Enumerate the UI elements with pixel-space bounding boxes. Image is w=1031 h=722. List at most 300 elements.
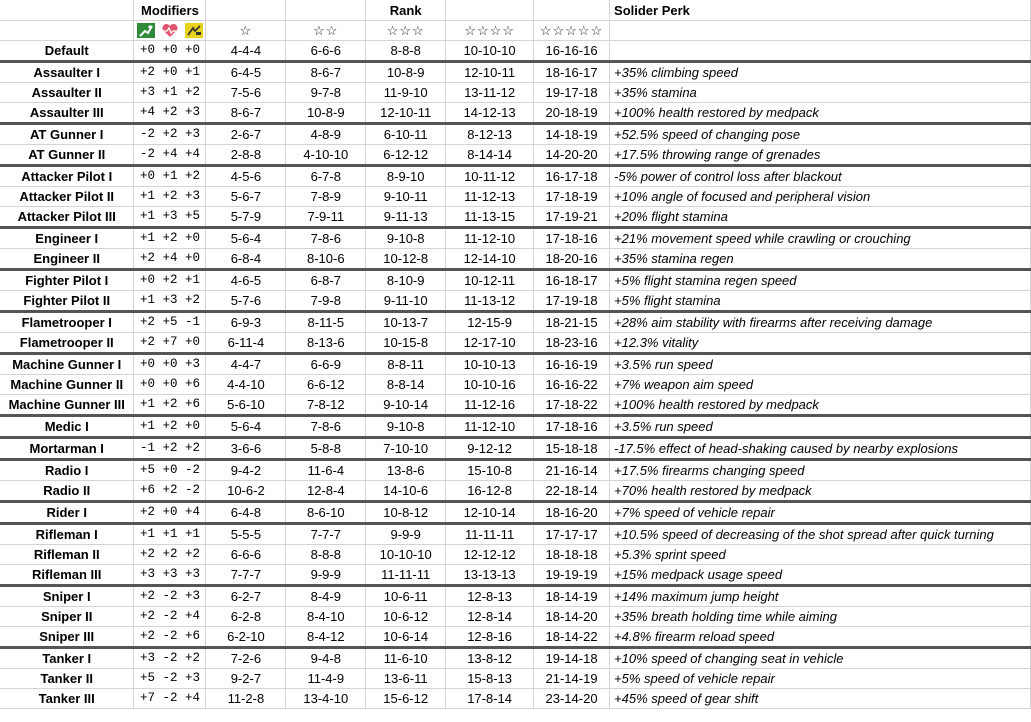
rank-5-values: 16-18-17 (534, 270, 610, 291)
rank-1-values: 6-11-4 (206, 333, 286, 354)
table-row (0, 103, 1031, 124)
modifier-values: +0 +0 +3 (134, 354, 206, 375)
rank-4-values: 8-14-14 (446, 145, 534, 166)
rank-5-values: 17-18-16 (534, 228, 610, 249)
class-name: Sniper III (0, 627, 134, 648)
soldier-perk: +17.5% throwing range of grenades (610, 145, 1031, 166)
rank-5-values: 18-23-16 (534, 333, 610, 354)
rank-3-values: 9-9-9 (366, 524, 446, 545)
rank-2-values: 7-8-9 (286, 187, 366, 207)
soldier-perk: +45% speed of gear shift (610, 689, 1031, 709)
rank-3-values: 10-13-7 (366, 312, 446, 333)
rank-2-values: 6-6-6 (286, 41, 366, 62)
rank-4-values: 12-15-9 (446, 312, 534, 333)
rank-3-values: 10-10-10 (366, 545, 446, 565)
modifier-values: +5 -2 +3 (134, 669, 206, 689)
rank-2-values: 8-11-5 (286, 312, 366, 333)
soldier-perk: +5% flight stamina regen speed (610, 270, 1031, 291)
rank-2-values: 8-8-8 (286, 545, 366, 565)
class-name: Attacker Pilot II (0, 187, 134, 207)
table-row (0, 270, 1031, 291)
rank-5-values: 17-19-18 (534, 291, 610, 312)
rank-1-values: 6-8-4 (206, 249, 286, 270)
rank-4-values: 12-8-16 (446, 627, 534, 648)
rank-5-values: 18-14-22 (534, 627, 610, 648)
rank-3-values: 9-11-10 (366, 291, 446, 312)
rank-2-values: 7-8-6 (286, 228, 366, 249)
header-row-stars (0, 21, 1031, 41)
class-name: Assaulter III (0, 103, 134, 124)
modifier-values: +2 -2 +6 (134, 627, 206, 648)
soldier-perk: +21% movement speed while crawling or crouching (610, 228, 1031, 249)
rank-2-values: 7-9-8 (286, 291, 366, 312)
rank-4-values: 10-10-10 (446, 41, 534, 62)
rank-3-values: 10-15-8 (366, 333, 446, 354)
rank-4-values: 12-14-10 (446, 249, 534, 270)
soldier-perk (610, 41, 1031, 62)
rank-1-star: ☆ (206, 21, 286, 41)
class-name: Machine Gunner I (0, 354, 134, 375)
rank-2-values: 8-13-6 (286, 333, 366, 354)
rank-2-values: 10-8-9 (286, 103, 366, 124)
rank-3-values: 11-11-11 (366, 565, 446, 586)
class-name: Radio I (0, 460, 134, 481)
soldier-perk: +10% angle of focused and peripheral vision (610, 187, 1031, 207)
rank-1-values: 7-5-6 (206, 83, 286, 103)
soldier-perk: +15% medpack usage speed (610, 565, 1031, 586)
rank-2-values: 7-7-7 (286, 524, 366, 545)
rank-5-values: 21-16-14 (534, 460, 610, 481)
rank-4-values: 13-11-12 (446, 83, 534, 103)
rank-2-values: 8-4-9 (286, 586, 366, 607)
rank-5-values: 22-18-14 (534, 481, 610, 502)
rank-2-values: 8-4-10 (286, 607, 366, 627)
class-name: Attacker Pilot III (0, 207, 134, 228)
rank-5-values: 17-17-17 (534, 524, 610, 545)
rank-1-values: 5-6-7 (206, 187, 286, 207)
rank-1-values: 9-2-7 (206, 669, 286, 689)
soldier-perk: +4.8% firearm reload speed (610, 627, 1031, 648)
modifiers-header: Modifiers (134, 0, 206, 21)
class-name: Flametrooper II (0, 333, 134, 354)
rank-2-star: ☆☆ (286, 21, 366, 41)
rank-4-star: ☆☆☆☆ (446, 21, 534, 41)
rank-1-values: 8-6-7 (206, 103, 286, 124)
soldier-perk: +35% breath holding time while aiming (610, 607, 1031, 627)
class-name: Flametrooper I (0, 312, 134, 333)
table-row (0, 648, 1031, 669)
rank-5-values: 17-18-22 (534, 395, 610, 416)
class-name: Tanker I (0, 648, 134, 669)
rank-5-values: 23-14-20 (534, 689, 610, 709)
rank-1-values: 4-5-6 (206, 166, 286, 187)
class-name: Assaulter I (0, 62, 134, 83)
class-name: Default (0, 41, 134, 62)
table-row (0, 395, 1031, 416)
rank-5-values: 16-16-16 (534, 41, 610, 62)
rank-3-values: 8-8-8 (366, 41, 446, 62)
rank-4-values: 12-10-14 (446, 502, 534, 524)
soldier-perk: +5% speed of vehicle repair (610, 669, 1031, 689)
rank-3-values: 11-9-10 (366, 83, 446, 103)
rank-1-values: 6-4-5 (206, 62, 286, 83)
rank-1-values: 11-2-8 (206, 689, 286, 709)
rank-1-values: 5-6-4 (206, 228, 286, 249)
rank-3-values: 10-6-12 (366, 607, 446, 627)
class-name: Rider I (0, 502, 134, 524)
rank-2-values: 8-6-7 (286, 62, 366, 83)
rank-2-values: 4-10-10 (286, 145, 366, 166)
rank-5-values: 15-18-18 (534, 438, 610, 460)
soldier-perk: +52.5% speed of changing pose (610, 124, 1031, 145)
table-row (0, 689, 1031, 709)
modifier-values: +7 -2 +4 (134, 689, 206, 709)
class-name: Fighter Pilot II (0, 291, 134, 312)
table-row (0, 228, 1031, 249)
rank-3-values: 10-6-14 (366, 627, 446, 648)
rank-3-values: 10-8-9 (366, 62, 446, 83)
rank-4-values: 14-12-13 (446, 103, 534, 124)
table-row (0, 502, 1031, 524)
modifier-values: +2 +2 +2 (134, 545, 206, 565)
table-row (0, 207, 1031, 228)
class-name: Medic I (0, 416, 134, 438)
table-row (0, 460, 1031, 481)
rank-5-values: 18-16-20 (534, 502, 610, 524)
table-row (0, 62, 1031, 83)
rank-1-values: 6-2-8 (206, 607, 286, 627)
table-row (0, 438, 1031, 460)
soldier-perk: +20% flight stamina (610, 207, 1031, 228)
rank-2-values: 6-6-12 (286, 375, 366, 395)
rank-2-values: 9-9-9 (286, 565, 366, 586)
rank-2-values: 6-8-7 (286, 270, 366, 291)
soldier-perk: +28% aim stability with firearms after receiving damage (610, 312, 1031, 333)
rank-2-values: 7-9-11 (286, 207, 366, 228)
rank-3-values: 8-9-10 (366, 166, 446, 187)
rank-5-values: 14-18-19 (534, 124, 610, 145)
rank-4-values: 12-8-14 (446, 607, 534, 627)
class-name: Sniper II (0, 607, 134, 627)
soldier-perk: +70% health restored by medpack (610, 481, 1031, 502)
rank-3-star: ☆☆☆ (366, 21, 446, 41)
rank-2-values: 13-4-10 (286, 689, 366, 709)
rank-5-values: 19-19-19 (534, 565, 610, 586)
soldier-perk: +17.5% firearms changing speed (610, 460, 1031, 481)
rank-4-values: 10-12-11 (446, 270, 534, 291)
rank-4-values: 11-11-11 (446, 524, 534, 545)
rank-1-values: 6-9-3 (206, 312, 286, 333)
rank-5-values: 18-20-16 (534, 249, 610, 270)
modifier-values: +0 +0 +0 (134, 41, 206, 62)
modifier-values: +6 +2 -2 (134, 481, 206, 502)
rank-3-values: 9-10-8 (366, 228, 446, 249)
rank-4-values: 10-10-16 (446, 375, 534, 395)
class-name: Machine Gunner III (0, 395, 134, 416)
rank-4-values: 15-8-13 (446, 669, 534, 689)
rank-3-values: 6-12-12 (366, 145, 446, 166)
table-row (0, 627, 1031, 648)
rank-3-values: 6-10-11 (366, 124, 446, 145)
modifier-values: +5 +0 -2 (134, 460, 206, 481)
modifier-values: -1 +2 +2 (134, 438, 206, 460)
rank-1-values: 6-2-10 (206, 627, 286, 648)
soldier-perk: +35% stamina (610, 83, 1031, 103)
rank-2-values: 5-8-8 (286, 438, 366, 460)
modifier-values: +0 +2 +1 (134, 270, 206, 291)
rank-5-values: 18-14-20 (534, 607, 610, 627)
climb-icon (137, 23, 155, 38)
rank-header: Rank (366, 0, 446, 21)
class-name: Machine Gunner II (0, 375, 134, 395)
rank-4-values: 11-13-15 (446, 207, 534, 228)
rank-5-values: 16-17-18 (534, 166, 610, 187)
rank-5-values: 20-18-19 (534, 103, 610, 124)
rank-5-values: 16-16-22 (534, 375, 610, 395)
rank-5-values: 16-16-19 (534, 354, 610, 375)
rank-4-values: 11-13-12 (446, 291, 534, 312)
class-name: Assaulter II (0, 83, 134, 103)
rank-5-values: 17-18-16 (534, 416, 610, 438)
rank-2-values: 7-8-12 (286, 395, 366, 416)
modifier-values: +0 +1 +2 (134, 166, 206, 187)
rank-1-values: 6-6-6 (206, 545, 286, 565)
class-name: Rifleman I (0, 524, 134, 545)
soldier-perk: +12.3% vitality (610, 333, 1031, 354)
stamina-icon (185, 23, 203, 38)
class-name: Rifleman II (0, 545, 134, 565)
rank-4-values: 15-10-8 (446, 460, 534, 481)
rank-3-values: 10-6-11 (366, 586, 446, 607)
soldier-perk: +3.5% run speed (610, 416, 1031, 438)
rank-2-values: 12-8-4 (286, 481, 366, 502)
rank-4-values: 11-12-16 (446, 395, 534, 416)
rank-4-values: 11-12-10 (446, 416, 534, 438)
modifier-values: +1 +2 +6 (134, 395, 206, 416)
rank-5-values: 18-21-15 (534, 312, 610, 333)
rank-3-values: 8-8-11 (366, 354, 446, 375)
soldier-perk: +10% speed of changing seat in vehicle (610, 648, 1031, 669)
soldier-perk: +7% speed of vehicle repair (610, 502, 1031, 524)
rank-1-values: 7-2-6 (206, 648, 286, 669)
rank-2-values: 8-4-12 (286, 627, 366, 648)
class-name: Fighter Pilot I (0, 270, 134, 291)
rank-1-values: 4-6-5 (206, 270, 286, 291)
modifier-values: +1 +2 +0 (134, 228, 206, 249)
rank-1-values: 5-6-10 (206, 395, 286, 416)
class-name: Sniper I (0, 586, 134, 607)
rank-1-values: 9-4-2 (206, 460, 286, 481)
class-name: Rifleman III (0, 565, 134, 586)
modifier-values: +2 +0 +4 (134, 502, 206, 524)
table-row (0, 565, 1031, 586)
soldier-perk: +5.3% sprint speed (610, 545, 1031, 565)
rank-1-values: 4-4-7 (206, 354, 286, 375)
class-name: Tanker III (0, 689, 134, 709)
class-name: Tanker II (0, 669, 134, 689)
modifier-values: +2 +0 +1 (134, 62, 206, 83)
rank-1-values: 2-8-8 (206, 145, 286, 166)
modifier-icons (134, 21, 206, 41)
rank-2-values: 8-6-10 (286, 502, 366, 524)
rank-3-values: 12-10-11 (366, 103, 446, 124)
rank-2-values: 8-10-6 (286, 249, 366, 270)
rank-3-values: 8-10-9 (366, 270, 446, 291)
rank-5-values: 19-14-18 (534, 648, 610, 669)
class-name: Attacker Pilot I (0, 166, 134, 187)
rank-1-values: 5-5-5 (206, 524, 286, 545)
rank-1-values: 4-4-10 (206, 375, 286, 395)
soldier-perk: +3.5% run speed (610, 354, 1031, 375)
rank-4-values: 12-10-11 (446, 62, 534, 83)
class-name: Engineer II (0, 249, 134, 270)
table-row (0, 249, 1031, 270)
table-row (0, 354, 1031, 375)
soldier-perk: +35% stamina regen (610, 249, 1031, 270)
soldier-perk: +35% climbing speed (610, 62, 1031, 83)
rank-2-values: 9-4-8 (286, 648, 366, 669)
table-row (0, 41, 1031, 62)
rank-4-values: 8-12-13 (446, 124, 534, 145)
soldier-perk: +14% maximum jump height (610, 586, 1031, 607)
rank-3-values: 13-6-11 (366, 669, 446, 689)
modifier-values: -2 +2 +3 (134, 124, 206, 145)
modifier-values: +1 +2 +0 (134, 416, 206, 438)
rank-2-values: 4-8-9 (286, 124, 366, 145)
modifier-values: +1 +3 +2 (134, 291, 206, 312)
soldier-perk: -5% power of control loss after blackout (610, 166, 1031, 187)
rank-4-values: 12-8-13 (446, 586, 534, 607)
rank-3-values: 10-8-12 (366, 502, 446, 524)
modifier-values: +2 +4 +0 (134, 249, 206, 270)
rank-5-values: 18-16-17 (534, 62, 610, 83)
rank-2-values: 7-8-6 (286, 416, 366, 438)
rank-1-values: 6-4-8 (206, 502, 286, 524)
modifier-values: +2 -2 +3 (134, 586, 206, 607)
rank-1-values: 2-6-7 (206, 124, 286, 145)
rank-5-values: 18-18-18 (534, 545, 610, 565)
soldier-perk: -17.5% effect of head-shaking caused by nearby explosions (610, 438, 1031, 460)
rank-3-values: 13-8-6 (366, 460, 446, 481)
rank-5-values: 21-14-19 (534, 669, 610, 689)
class-name: Mortarman I (0, 438, 134, 460)
rank-2-values: 11-6-4 (286, 460, 366, 481)
rank-3-values: 15-6-12 (366, 689, 446, 709)
rank-3-values: 10-12-8 (366, 249, 446, 270)
table-row (0, 333, 1031, 354)
table-row (0, 416, 1031, 438)
rank-2-values: 11-4-9 (286, 669, 366, 689)
modifier-values: -2 +4 +4 (134, 145, 206, 166)
soldier-perk: +7% weapon aim speed (610, 375, 1031, 395)
rank-5-values: 17-19-21 (534, 207, 610, 228)
class-name: Engineer I (0, 228, 134, 249)
modifier-values: +2 +5 -1 (134, 312, 206, 333)
rank-5-values: 17-18-19 (534, 187, 610, 207)
table-row (0, 187, 1031, 207)
modifier-values: +2 +7 +0 (134, 333, 206, 354)
rank-4-values: 9-12-12 (446, 438, 534, 460)
rank-3-values: 9-10-8 (366, 416, 446, 438)
soldier-perk: +100% health restored by medpack (610, 103, 1031, 124)
rank-2-values: 6-7-8 (286, 166, 366, 187)
rank-3-values: 8-8-14 (366, 375, 446, 395)
rank-4-values: 13-13-13 (446, 565, 534, 586)
table-row (0, 166, 1031, 187)
soldier-perk: +10.5% speed of decreasing of the shot spread after quick turning (610, 524, 1031, 545)
table-row (0, 524, 1031, 545)
class-name: AT Gunner I (0, 124, 134, 145)
rank-1-values: 5-7-6 (206, 291, 286, 312)
rank-3-values: 9-10-14 (366, 395, 446, 416)
soldier-perk: +100% health restored by medpack (610, 395, 1031, 416)
rank-3-values: 9-10-11 (366, 187, 446, 207)
table-row (0, 145, 1031, 166)
rank-5-values: 19-17-18 (534, 83, 610, 103)
modifier-values: +1 +1 +1 (134, 524, 206, 545)
table-row (0, 83, 1031, 103)
rank-5-values: 14-20-20 (534, 145, 610, 166)
rank-3-values: 11-6-10 (366, 648, 446, 669)
rank-1-values: 3-6-6 (206, 438, 286, 460)
table-row (0, 586, 1031, 607)
rank-1-values: 6-2-7 (206, 586, 286, 607)
table-row (0, 481, 1031, 502)
rank-2-values: 9-7-8 (286, 83, 366, 103)
rank-4-values: 13-8-12 (446, 648, 534, 669)
rank-1-values: 4-4-4 (206, 41, 286, 62)
table-row (0, 669, 1031, 689)
header-row-titles (0, 0, 1031, 21)
rank-5-star: ☆☆☆☆☆ (534, 21, 610, 41)
rank-1-values: 10-6-2 (206, 481, 286, 502)
rank-3-values: 9-11-13 (366, 207, 446, 228)
rank-4-values: 16-12-8 (446, 481, 534, 502)
rank-5-values: 18-14-19 (534, 586, 610, 607)
rank-4-values: 12-12-12 (446, 545, 534, 565)
rank-3-values: 7-10-10 (366, 438, 446, 460)
class-name: Radio II (0, 481, 134, 502)
table-row (0, 607, 1031, 627)
rank-1-values: 5-7-9 (206, 207, 286, 228)
modifier-values: +4 +2 +3 (134, 103, 206, 124)
modifier-values: +0 +0 +6 (134, 375, 206, 395)
rank-2-values: 6-6-9 (286, 354, 366, 375)
health-icon (161, 23, 179, 38)
rank-4-values: 10-11-12 (446, 166, 534, 187)
rank-1-values: 7-7-7 (206, 565, 286, 586)
soldier-perk: +5% flight stamina (610, 291, 1031, 312)
rank-1-values: 5-6-4 (206, 416, 286, 438)
modifier-values: +3 -2 +2 (134, 648, 206, 669)
perk-header: Solider Perk (610, 0, 1031, 21)
table-row (0, 545, 1031, 565)
modifier-values: +2 -2 +4 (134, 607, 206, 627)
class-name: AT Gunner II (0, 145, 134, 166)
modifier-values: +1 +2 +3 (134, 187, 206, 207)
table-row (0, 312, 1031, 333)
rank-4-values: 11-12-13 (446, 187, 534, 207)
rank-4-values: 12-17-10 (446, 333, 534, 354)
table-row (0, 291, 1031, 312)
modifier-values: +3 +3 +3 (134, 565, 206, 586)
rank-4-values: 17-8-14 (446, 689, 534, 709)
rank-4-values: 11-12-10 (446, 228, 534, 249)
modifier-values: +3 +1 +2 (134, 83, 206, 103)
table-row (0, 375, 1031, 395)
table-row (0, 124, 1031, 145)
rank-3-values: 14-10-6 (366, 481, 446, 502)
